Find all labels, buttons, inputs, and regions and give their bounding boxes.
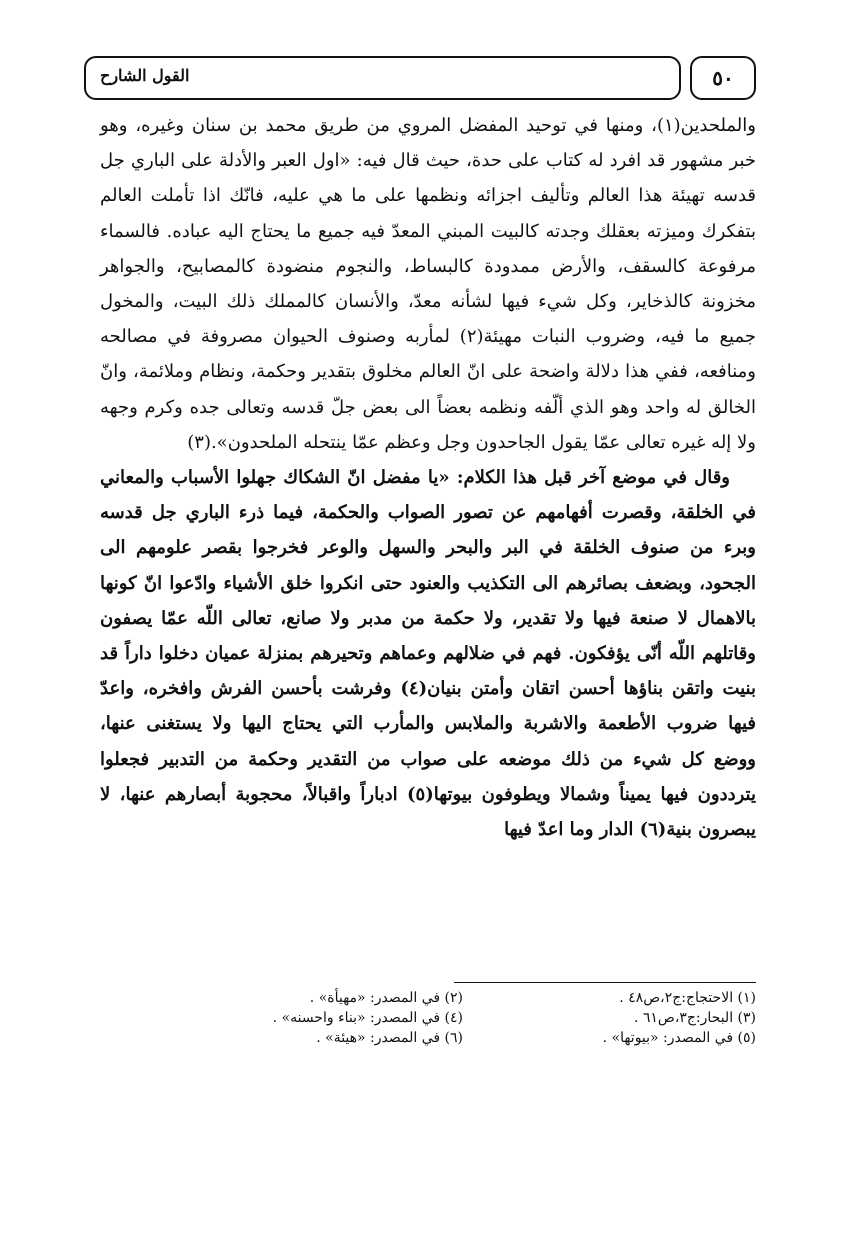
paragraph: والملحدين(١)، ومنها في توحيد المفضل المروي من طريق محمد بن سنان وغيره، وهو خبر مشهور قد افرد له كتاب على حدة، حيث قال فيه: «اول العبر والأدلة على الباري جل قدسه تهيئة هذا العالم وتأليف اجزائه ونظمها على ما هي عليه، فانّك اذا تأملت العالم بتفكرك وميزته بعقلك وجدته كالبيت المبني المعدّ فيه جميع ما يحتاج اليه عباده. فالسماء مرفوعة كالسقف، والأرض ممدودة كالبساط، والنجوم منضودة كالمصابيح، والجواهر مخزونة كالذخاير، وكل شيء فيها لشأنه معدّ، والأنسان كالمملك ذلك البيت، والمخول جميع ما فيه، وضروب النبات مهيئة(٢) لمأربه وصنوف الحيوان مصروفة في مصالحه ومنافعه، ففي هذا دلالة واضحة على انّ العالم مخلوق بتقدير وحكمة، ونظام وملائمة، وانّ الخالق له واحد وهو الذي ألّفه ونظمه بعضاً الى بعض جلّ قدسه وتعالى جده وكرم وجهه ولا إله غيره تعالى عمّا يقول الجاحدون وجل وعظم عمّا ينتحله الملحدون».(٣) <box>100 115 756 453</box>
footnotes <box>190 990 756 1046</box>
footnote: (٢) في المصدر: «مهيأة» . <box>309 990 463 1006</box>
page-number-box <box>690 56 756 100</box>
footnote: (٣) البحار:ج٣،ص٦١ . <box>633 1010 756 1026</box>
footnote: (١) الاحتجاج:ج٢،ص٤٨ . <box>619 990 756 1006</box>
footnote: (٥) في المصدر: «بيوتها» . <box>602 1030 756 1046</box>
paragraph: وقال في موضع آخر قبل هذا الكلام: «يا مفضل انّ الشكاك جهلوا الأسباب والمعاني في الخلقة، وقصرت أفهامهم عن تصور الصواب والحكمة، فيما ذرء الباري جل قدسه وبرء من صنوف الخلقة في البر والبحر والسهل والوعر فخرجوا بقصر علومهم الى الجحود، وبضعف بصائرهم الى التكذيب والعنود حتى انكروا خلق الأشياء وادّعوا انّ كونها بالاهمال لا صنعة فيها ولا تقدير، ولا حكمة من مدبر ولا صانع، تعالى اللّه عمّا يصفون وقاتلهم اللّه أنّى يؤفكون. فهم في ضلالهم وعماهم وتحيرهم بمنزلة عميان دخلوا داراً قد بنيت واتقن بناؤها أحسن اتقان وأمتن بنيان(٤) وفرشت بأحسن الفرش وافخره، واعدّ فيها ضروب الأطعمة والاشربة والملابس والمأرب التي يحتاج اليها ولا يستغنى عنها، ووضع كل شيء من ذلك موضعه على صواب من التقدير وحكمة من التدبير فجعلوا يترددون فيها يميناً وشمالا ويطوفون بيوتها(٥) ادباراً واقبالاً، محجوبة أبصارهم عنها، لا يبصرون بنية(٦) الدار وما اعدّ فيها <box>100 467 756 841</box>
footnote: (٤) في المصدر: «بناء واحسنه» . <box>272 1010 463 1026</box>
body-text <box>100 108 756 847</box>
running-header-title: القول الشارح <box>100 66 190 85</box>
footnote: (٦) في المصدر: «هيئة» . <box>316 1030 463 1046</box>
running-header <box>84 56 681 100</box>
footnote-separator <box>454 982 756 983</box>
page-number: ٥٠ <box>712 66 734 90</box>
